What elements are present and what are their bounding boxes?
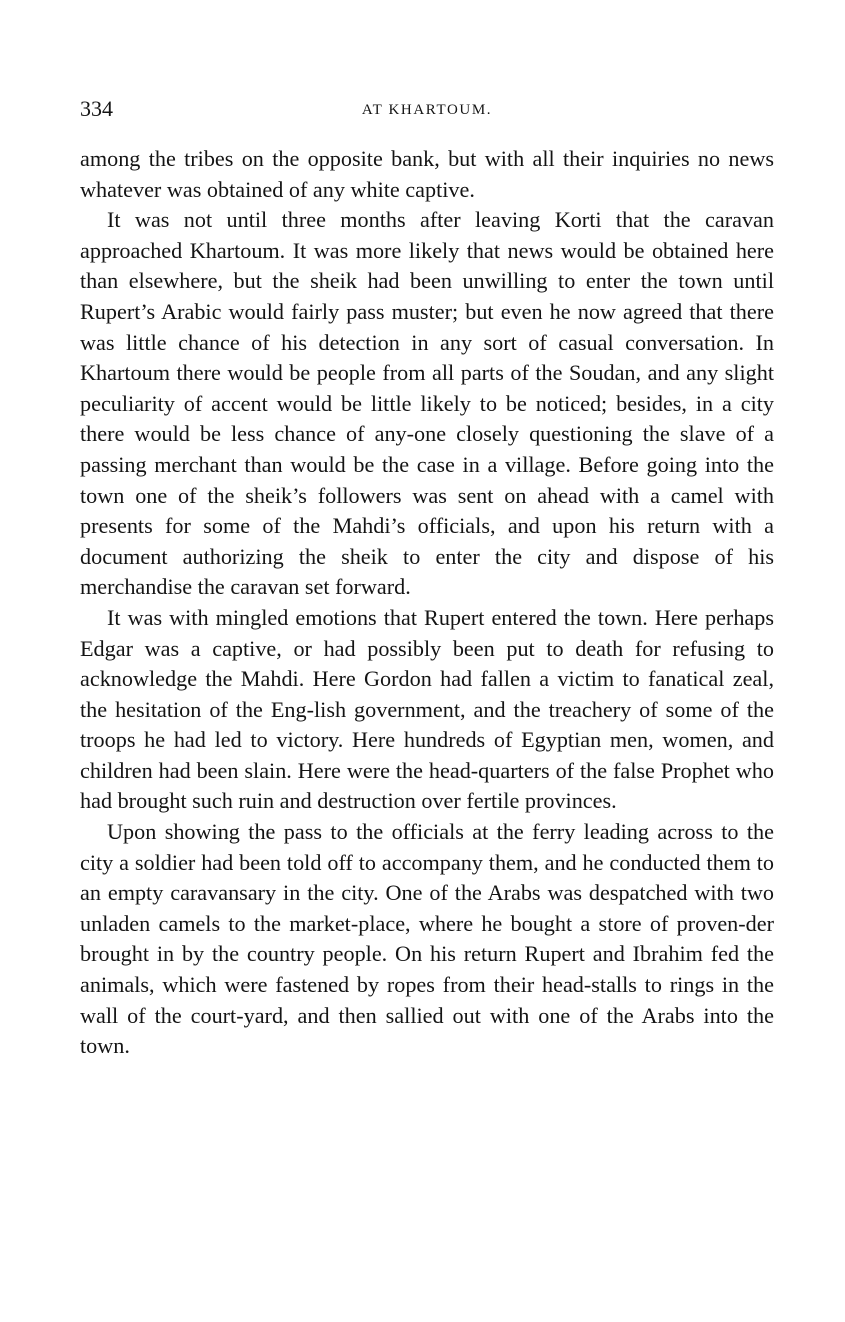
paragraph-continued: among the tribes on the opposite bank, but with all their inquiries no news whatever was obtained of any white captive. — [80, 146, 774, 202]
page-header — [80, 95, 774, 123]
paragraph: It was with mingled emotions that Rupert entered the town. Here perhaps Edgar was a captive, or had possibly been put to death for refusing to acknowledge the Mahdi. Here Gordon had fallen a victim to fanatical zeal, the hesitation of the Eng-lish government, and the treachery of some of the troops he had led to victory. Here hundreds of Egyptian men, women, and children had been slain. Here were the head-quarters of the false Prophet who had brought such ruin and destruction over fertile provinces. — [80, 604, 774, 814]
paragraph: Upon showing the pass to the officials at the ferry leading across to the city a soldier had been told off to accompany them, and he conducted them to an empty caravansary in the city. One of the Arabs was despatched with two unladen camels to the market-place, where he bought a store of proven-der brought in by the country people. On his return Rupert and Ibrahim fed the animals, which were fastened by ropes from their head-stalls to rings in the wall of the court-yard, and then sallied out with one of the Arabs into the town. — [80, 819, 774, 1059]
page-number: 334 — [80, 96, 113, 121]
body-text — [80, 144, 774, 1062]
paragraph: It was not until three months after leaving Korti that the caravan approached Khartoum. It was more likely that news would be obtained here than elsewhere, but the sheik had been unwilling to enter the town until Rupert’s Arabic would fairly pass muster; but even he now agreed that there was little chance of his detection in any sort of casual conversation. In Khartoum there would be people from all parts of the Soudan, and any slight peculiarity of accent would be little likely to be noticed; besides, in a city there would be less chance of any-one closely questioning the slave of a passing merchant than would be the case in a village. Before going into the town one of the sheik’s followers was sent on ahead with a camel with presents for some of the Mahdi’s officials, and upon his return with a document authorizing the sheik to enter the city and dispose of his merchandise the caravan set forward. — [80, 207, 774, 600]
running-head: AT KHARTOUM. — [361, 102, 493, 118]
